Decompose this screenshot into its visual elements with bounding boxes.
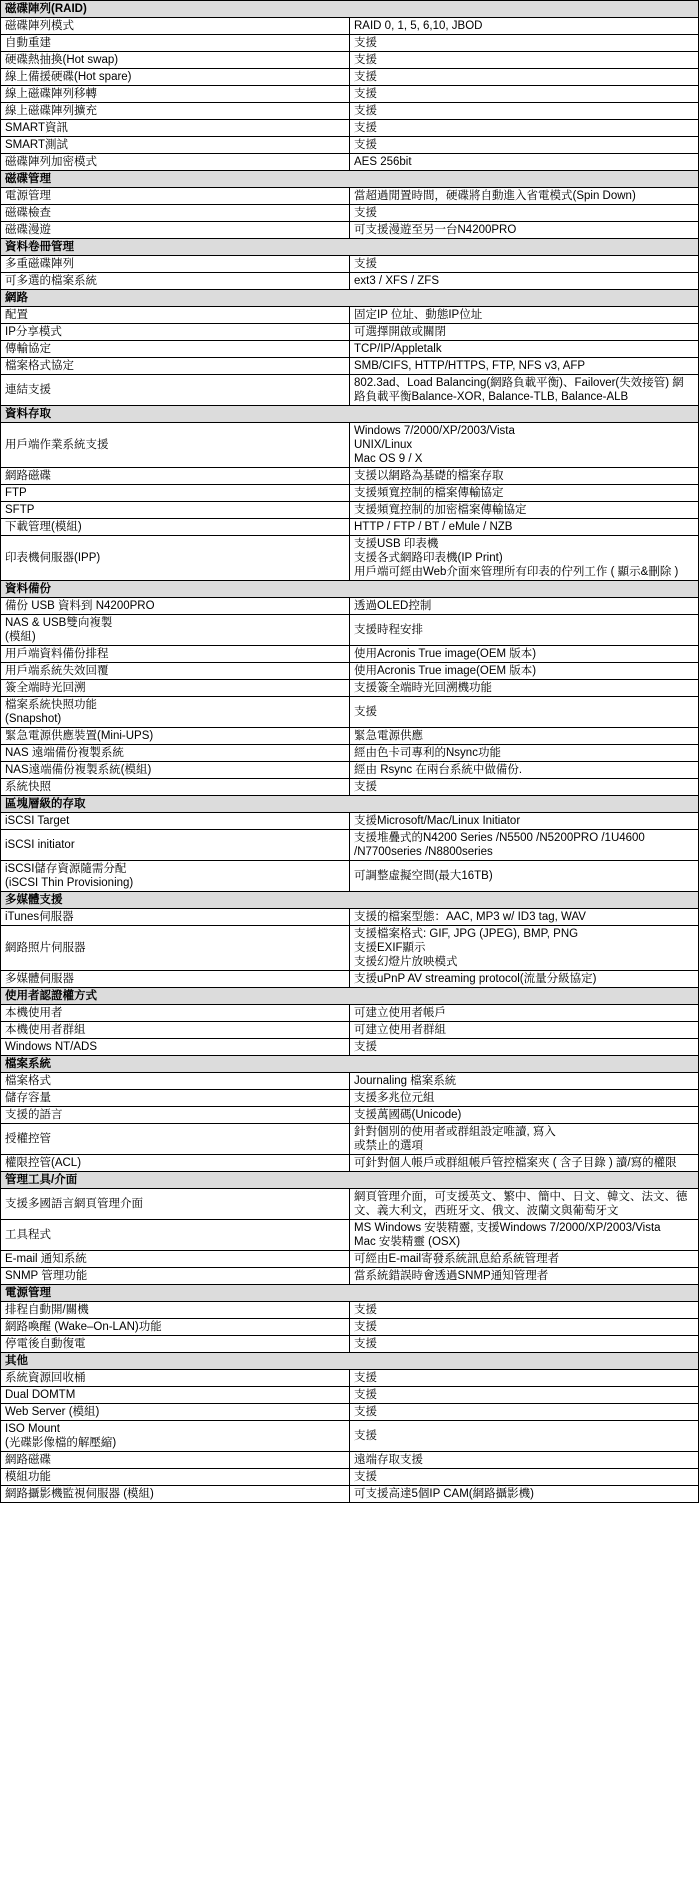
table-row bbox=[1, 663, 699, 680]
spec-label: 網路照片伺服器 bbox=[1, 926, 350, 971]
spec-value: 支援 bbox=[350, 205, 699, 222]
spec-value: Windows 7/2000/XP/2003/Vista UNIX/Linux Mac OS 9 / X bbox=[350, 423, 699, 468]
table-row bbox=[1, 646, 699, 663]
spec-label: 電源管理 bbox=[1, 188, 350, 205]
section-title: 其他 bbox=[1, 1353, 699, 1370]
spec-value: 可建立使用者帳戶 bbox=[350, 1005, 699, 1022]
spec-value: 當超過閒置時間，硬碟將自動進入省電模式(Spin Down) bbox=[350, 188, 699, 205]
spec-value: 支援的檔案型態：AAC, MP3 w/ ID3 tag, WAV bbox=[350, 909, 699, 926]
table-row bbox=[1, 1387, 699, 1404]
table-row bbox=[1, 1251, 699, 1268]
spec-value: HTTP / FTP / BT / eMule / NZB bbox=[350, 519, 699, 536]
spec-value: 可調整虛擬空間(最大16TB) bbox=[350, 861, 699, 892]
spec-label: iSCSI Target bbox=[1, 813, 350, 830]
spec-value: 可建立使用者群組 bbox=[350, 1022, 699, 1039]
table-row bbox=[1, 1090, 699, 1107]
spec-label: 磁碟陣列模式 bbox=[1, 18, 350, 35]
spec-value: 支援 bbox=[350, 697, 699, 728]
spec-label: 多重磁碟陣列 bbox=[1, 256, 350, 273]
section-header-row bbox=[1, 988, 699, 1005]
section-header-row bbox=[1, 892, 699, 909]
table-row bbox=[1, 188, 699, 205]
spec-label: 檔案格式 bbox=[1, 1073, 350, 1090]
spec-value: 使用Acronis True image(OEM 版本) bbox=[350, 646, 699, 663]
section-header-row bbox=[1, 239, 699, 256]
spec-value: 透過OLED控制 bbox=[350, 598, 699, 615]
table-row bbox=[1, 1469, 699, 1486]
table-row bbox=[1, 1319, 699, 1336]
spec-label: ISO Mount (光碟影像檔的解壓縮) bbox=[1, 1421, 350, 1452]
spec-label: iTunes伺服器 bbox=[1, 909, 350, 926]
spec-value: 支援uPnP AV streaming protocol(流量分級協定) bbox=[350, 971, 699, 988]
table-row bbox=[1, 1039, 699, 1056]
table-row bbox=[1, 1005, 699, 1022]
section-title: 資料備份 bbox=[1, 581, 699, 598]
table-row bbox=[1, 519, 699, 536]
table-row bbox=[1, 35, 699, 52]
spec-label: Web Server (模組) bbox=[1, 1404, 350, 1421]
table-row bbox=[1, 1302, 699, 1319]
section-title: 管理工具/介面 bbox=[1, 1172, 699, 1189]
table-row bbox=[1, 1404, 699, 1421]
table-row bbox=[1, 1220, 699, 1251]
table-row bbox=[1, 256, 699, 273]
section-title: 電源管理 bbox=[1, 1285, 699, 1302]
section-header-row bbox=[1, 1353, 699, 1370]
section-header-row bbox=[1, 1, 699, 18]
spec-value: 支援 bbox=[350, 137, 699, 154]
section-header-row bbox=[1, 1056, 699, 1073]
spec-value: 支援萬國碼(Unicode) bbox=[350, 1107, 699, 1124]
table-row bbox=[1, 926, 699, 971]
spec-value: 支援 bbox=[350, 52, 699, 69]
spec-label: 檔案格式協定 bbox=[1, 358, 350, 375]
spec-label: 支援多國語言網頁管理介面 bbox=[1, 1189, 350, 1220]
spec-value: 支援 bbox=[350, 1302, 699, 1319]
table-row bbox=[1, 909, 699, 926]
spec-value: 支援USB 印表機 支援各式網路印表機(IP Print) 用戶端可經由Web介面來管理所有印表的佇列工作 ( 顯示&刪除 ) bbox=[350, 536, 699, 581]
spec-label: 模組功能 bbox=[1, 1469, 350, 1486]
table-row bbox=[1, 615, 699, 646]
spec-label: 傳輸協定 bbox=[1, 341, 350, 358]
spec-value: 支援 bbox=[350, 35, 699, 52]
section-header-row bbox=[1, 290, 699, 307]
spec-value: 可針對個人帳戶或群組帳戶管控檔案夾 ( 含子目錄 ) 讀/寫的權限 bbox=[350, 1155, 699, 1172]
spec-value: 支援 bbox=[350, 1336, 699, 1353]
table-row bbox=[1, 728, 699, 745]
table-row bbox=[1, 222, 699, 239]
spec-value: 支援 bbox=[350, 1469, 699, 1486]
spec-value: 支援 bbox=[350, 1404, 699, 1421]
spec-value: 支援堆疊式的N4200 Series /N5500 /N5200PRO /1U4600 /N7700series /N8800series bbox=[350, 830, 699, 861]
spec-value: 使用Acronis True image(OEM 版本) bbox=[350, 663, 699, 680]
spec-label: NAS 遠端備份複製系統 bbox=[1, 745, 350, 762]
spec-label: 本機使用者群組 bbox=[1, 1022, 350, 1039]
section-title: 磁碟管理 bbox=[1, 171, 699, 188]
table-row bbox=[1, 18, 699, 35]
spec-value: 支援時程安排 bbox=[350, 615, 699, 646]
table-row bbox=[1, 375, 699, 406]
spec-label: 網路喚醒 (Wake–On-LAN)功能 bbox=[1, 1319, 350, 1336]
table-row bbox=[1, 1073, 699, 1090]
spec-label: 硬碟熱抽換(Hot swap) bbox=[1, 52, 350, 69]
table-row bbox=[1, 307, 699, 324]
section-title: 多媒體支援 bbox=[1, 892, 699, 909]
table-row bbox=[1, 779, 699, 796]
table-row bbox=[1, 324, 699, 341]
spec-label: 用戶端系統失效回覆 bbox=[1, 663, 350, 680]
spec-value: 支援 bbox=[350, 103, 699, 120]
table-row bbox=[1, 52, 699, 69]
spec-value: 經由 Rsync 在兩台系統中做備份. bbox=[350, 762, 699, 779]
spec-label: 儲存容量 bbox=[1, 1090, 350, 1107]
spec-value: 支援 bbox=[350, 1421, 699, 1452]
table-row bbox=[1, 1107, 699, 1124]
spec-value: SMB/CIFS, HTTP/HTTPS, FTP, NFS v3, AFP bbox=[350, 358, 699, 375]
spec-value: 緊急電源供應 bbox=[350, 728, 699, 745]
table-row bbox=[1, 598, 699, 615]
section-header-row bbox=[1, 796, 699, 813]
table-row bbox=[1, 69, 699, 86]
table-row bbox=[1, 205, 699, 222]
section-title: 磁碟陣列(RAID) bbox=[1, 1, 699, 18]
spec-label: 連結支援 bbox=[1, 375, 350, 406]
spec-label: 授權控管 bbox=[1, 1124, 350, 1155]
spec-label: 磁碟漫遊 bbox=[1, 222, 350, 239]
section-title: 檔案系統 bbox=[1, 1056, 699, 1073]
spec-value: 支援 bbox=[350, 69, 699, 86]
table-row bbox=[1, 485, 699, 502]
table-row bbox=[1, 1124, 699, 1155]
spec-value: 支援 bbox=[350, 256, 699, 273]
spec-label: 用戶端資料備份排程 bbox=[1, 646, 350, 663]
spec-label: 用戶端作業系統支援 bbox=[1, 423, 350, 468]
table-row bbox=[1, 86, 699, 103]
spec-label: Dual DOMTM bbox=[1, 1387, 350, 1404]
spec-label: 自動重建 bbox=[1, 35, 350, 52]
table-row bbox=[1, 103, 699, 120]
spec-label: 線上備援硬碟(Hot spare) bbox=[1, 69, 350, 86]
section-header-row bbox=[1, 171, 699, 188]
spec-value: 支援 bbox=[350, 1039, 699, 1056]
section-header-row bbox=[1, 1285, 699, 1302]
spec-label: SFTP bbox=[1, 502, 350, 519]
table-row bbox=[1, 1155, 699, 1172]
spec-value: 可支援高達5個IP CAM(網路攝影機) bbox=[350, 1486, 699, 1503]
spec-label: 印表機伺服器(IPP) bbox=[1, 536, 350, 581]
spec-label: 備份 USB 資料到 N4200PRO bbox=[1, 598, 350, 615]
spec-label: 磁碟陣列加密模式 bbox=[1, 154, 350, 171]
section-header-row bbox=[1, 1172, 699, 1189]
table-row bbox=[1, 358, 699, 375]
table-row bbox=[1, 468, 699, 485]
table-row bbox=[1, 1336, 699, 1353]
spec-value: 支援簽全端時光回溯機功能 bbox=[350, 680, 699, 697]
spec-label: 配置 bbox=[1, 307, 350, 324]
spec-label: 線上磁碟陣列擴充 bbox=[1, 103, 350, 120]
spec-value: 固定IP 位址、動態IP位址 bbox=[350, 307, 699, 324]
spec-label: 可多選的檔案系統 bbox=[1, 273, 350, 290]
spec-label: SMART資訊 bbox=[1, 120, 350, 137]
table-row bbox=[1, 137, 699, 154]
spec-label: E-mail 通知系統 bbox=[1, 1251, 350, 1268]
table-row bbox=[1, 697, 699, 728]
table-row bbox=[1, 154, 699, 171]
spec-label: 系統快照 bbox=[1, 779, 350, 796]
spec-label: 工具程式 bbox=[1, 1220, 350, 1251]
spec-value: 支援檔案格式: GIF, JPG (JPEG), BMP, PNG 支援EXIF顯示 支援幻燈片放映模式 bbox=[350, 926, 699, 971]
spec-value: 支援 bbox=[350, 86, 699, 103]
table-row bbox=[1, 502, 699, 519]
table-row bbox=[1, 120, 699, 137]
table-row bbox=[1, 813, 699, 830]
table-row bbox=[1, 1370, 699, 1387]
table-row bbox=[1, 1268, 699, 1285]
spec-label: 線上磁碟陣列移轉 bbox=[1, 86, 350, 103]
spec-value: 可經由E-mail寄發系統訊息給系統管理者 bbox=[350, 1251, 699, 1268]
spec-value: 經由色卡司專利的Nsync功能 bbox=[350, 745, 699, 762]
spec-label: SNMP 管理功能 bbox=[1, 1268, 350, 1285]
spec-label: 停電後自動復電 bbox=[1, 1336, 350, 1353]
spec-label: 網路攝影機監視伺服器 (模組) bbox=[1, 1486, 350, 1503]
table-row bbox=[1, 341, 699, 358]
spec-value: 支援以網路為基礎的檔案存取 bbox=[350, 468, 699, 485]
spec-value: 可選擇開啟或關閉 bbox=[350, 324, 699, 341]
spec-label: Windows NT/ADS bbox=[1, 1039, 350, 1056]
spec-value: 網頁管理介面，可支援英文、繁中、簡中、日文、韓文、法文、德文、義大利文，西班牙文、俄文、波蘭文與葡萄牙文 bbox=[350, 1189, 699, 1220]
spec-value: RAID 0, 1, 5, 6,10, JBOD bbox=[350, 18, 699, 35]
table-row bbox=[1, 1189, 699, 1220]
table-row bbox=[1, 536, 699, 581]
spec-value: 802.3ad、Load Balancing(網路負載平衡)、Failover(失效接管) 網路負載平衡Balance-XOR, Balance-TLB, Balance-ALB bbox=[350, 375, 699, 406]
spec-value: 支援頻寬控制的加密檔案傳輸協定 bbox=[350, 502, 699, 519]
section-header-row bbox=[1, 406, 699, 423]
spec-label: 本機使用者 bbox=[1, 1005, 350, 1022]
spec-label: iSCSI儲存資源隨需分配 (iSCSI Thin Provisioning) bbox=[1, 861, 350, 892]
table-row bbox=[1, 423, 699, 468]
spec-value: AES 256bit bbox=[350, 154, 699, 171]
table-row bbox=[1, 861, 699, 892]
spec-value: 遠端存取支援 bbox=[350, 1452, 699, 1469]
spec-value: 針對個別的使用者或群組設定唯讀, 寫入 或禁止的選項 bbox=[350, 1124, 699, 1155]
spec-label: 系統資源回收桶 bbox=[1, 1370, 350, 1387]
spec-label: 簽全端時光回溯 bbox=[1, 680, 350, 697]
table-row bbox=[1, 1022, 699, 1039]
spec-value: 支援 bbox=[350, 1319, 699, 1336]
spec-label: 磁碟檢查 bbox=[1, 205, 350, 222]
table-row bbox=[1, 830, 699, 861]
spec-label: NAS & USB雙向複製 (模組) bbox=[1, 615, 350, 646]
spec-value: 支援 bbox=[350, 120, 699, 137]
section-title: 網路 bbox=[1, 290, 699, 307]
spec-value: ext3 / XFS / ZFS bbox=[350, 273, 699, 290]
section-title: 資料存取 bbox=[1, 406, 699, 423]
spec-label: NAS遠端備份複製系統(模組) bbox=[1, 762, 350, 779]
table-row bbox=[1, 971, 699, 988]
section-header-row bbox=[1, 581, 699, 598]
spec-label: FTP bbox=[1, 485, 350, 502]
section-title: 資料卷冊管理 bbox=[1, 239, 699, 256]
spec-label: 網路磁碟 bbox=[1, 1452, 350, 1469]
section-title: 區塊層級的存取 bbox=[1, 796, 699, 813]
spec-label: 檔案系統快照功能 (Snapshot) bbox=[1, 697, 350, 728]
spec-label: iSCSI initiator bbox=[1, 830, 350, 861]
spec-label: 支援的語言 bbox=[1, 1107, 350, 1124]
spec-value: TCP/IP/Appletalk bbox=[350, 341, 699, 358]
spec-label: 排程自動開/關機 bbox=[1, 1302, 350, 1319]
table-row bbox=[1, 1421, 699, 1452]
spec-label: 權限控管(ACL) bbox=[1, 1155, 350, 1172]
spec-value: 支援 bbox=[350, 1387, 699, 1404]
spec-value: 支援 bbox=[350, 1370, 699, 1387]
spec-label: IP分享模式 bbox=[1, 324, 350, 341]
table-row bbox=[1, 1452, 699, 1469]
spec-value: 支援 bbox=[350, 779, 699, 796]
spec-label: SMART測試 bbox=[1, 137, 350, 154]
spec-value: 支援Microsoft/Mac/Linux Initiator bbox=[350, 813, 699, 830]
table-row bbox=[1, 1486, 699, 1503]
section-title: 使用者認證權方式 bbox=[1, 988, 699, 1005]
spec-label: 下載管理(模組) bbox=[1, 519, 350, 536]
spec-value: MS Windows 安裝精靈, 支援Windows 7/2000/XP/2003/Vista Mac 安裝精靈 (OSX) bbox=[350, 1220, 699, 1251]
table-row bbox=[1, 745, 699, 762]
spec-value: 支援頻寬控制的檔案傳輸協定 bbox=[350, 485, 699, 502]
spec-value: 可支援漫遊至另一台N4200PRO bbox=[350, 222, 699, 239]
spec-table-body bbox=[1, 1, 699, 1503]
spec-label: 緊急電源供應裝置(Mini-UPS) bbox=[1, 728, 350, 745]
table-row bbox=[1, 762, 699, 779]
spec-value: 支援多兆位元組 bbox=[350, 1090, 699, 1107]
spec-label: 多媒體伺服器 bbox=[1, 971, 350, 988]
spec-label: 網路磁碟 bbox=[1, 468, 350, 485]
table-row bbox=[1, 680, 699, 697]
spec-value: 當系統錯誤時會透過SNMP通知管理者 bbox=[350, 1268, 699, 1285]
spec-value: Journaling 檔案系統 bbox=[350, 1073, 699, 1090]
table-row bbox=[1, 273, 699, 290]
